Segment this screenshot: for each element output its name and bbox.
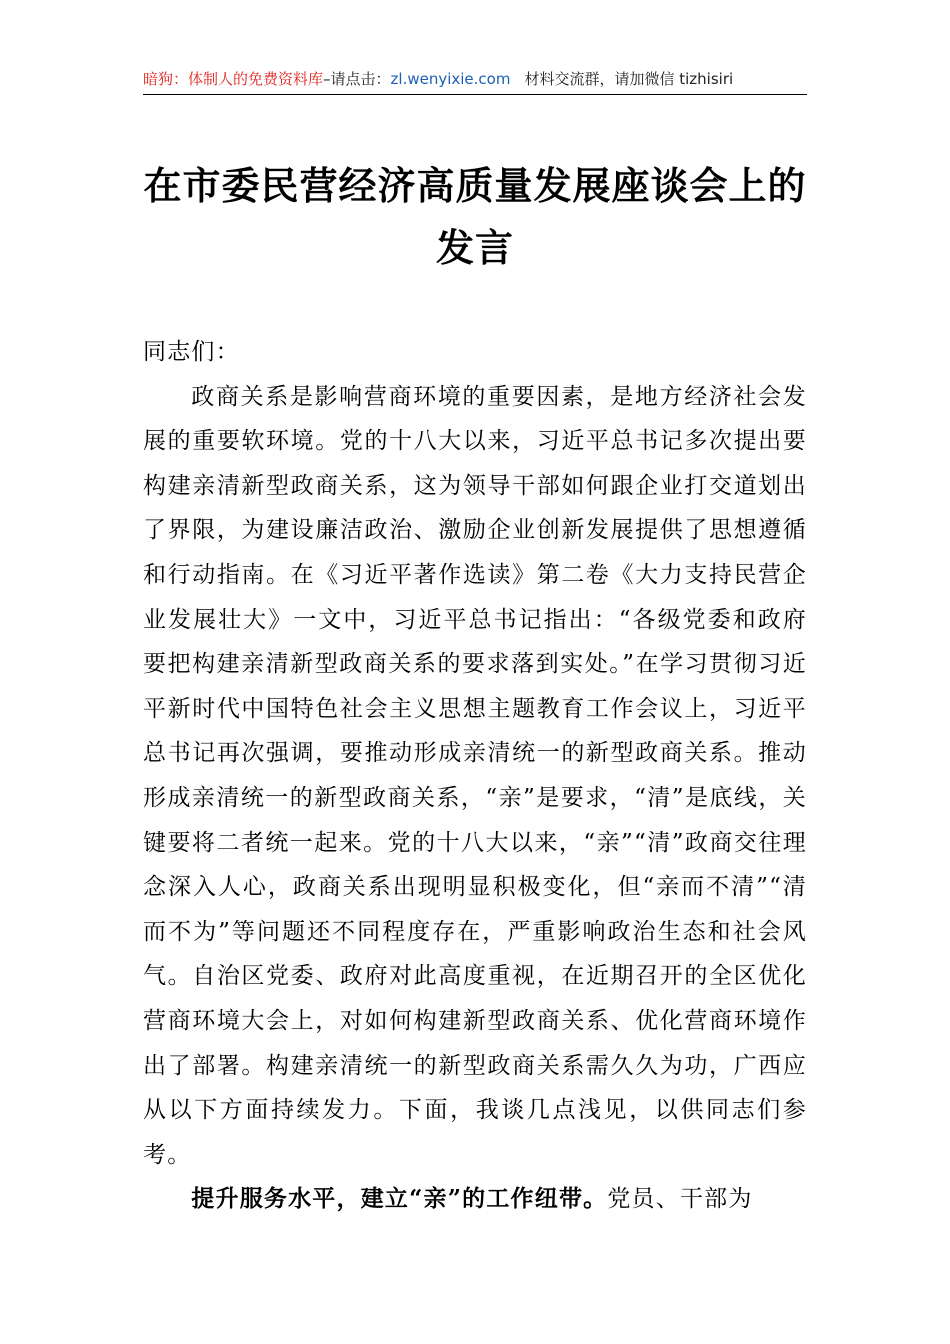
header-brand: 暗狗：体制人的免费资料库 [143, 70, 324, 88]
header-click-prompt: –请点击： [323, 70, 391, 88]
document-title: 在市委民营经济高质量发展座谈会上的发言 [143, 163, 807, 270]
page-header [143, 64, 807, 95]
header-contact: 材料交流群，请加微信 tizhisiri [524, 70, 734, 88]
document-body [143, 330, 807, 1222]
salutation: 同志们： [143, 339, 240, 365]
paragraph-section-1 [143, 1177, 807, 1222]
section-1-heading: 提升服务水平，建立“亲”的工作纽带。 [191, 1185, 608, 1213]
paragraph-intro: 政商关系是影响营商环境的重要因素，是地方经济社会发展的重要软环境。党的十八大以来，习近平总书记多次提出要构建亲清新型政商关系，这为领导干部如何跟企业打交道划出了界限，为建设廉洁政治、激励企业创新发展提供了思想遵循和行动指南。在《习近平著作选读》第二卷《大力支持民营企业发展壮大》一文中，习近平总书记指出：“各级党委和政府要把构建亲清新型政商关系的要求落到实处。”在学习贯彻习近平新时代中国特色社会主义思想主题教育工作会议上，习近平总书记再次强调，要推动形成亲清统一的新型政商关系。推动形成亲清统一的新型政商关系，“亲”是要求，“清”是底线，关键要将二者统一起来。党的十八大以来，“亲”“清”政商交往理念深入人心，政商关系出现明显积极变化，但“亲而不清”“清而不为”等问题还不同程度存在，严重影响政治生态和社会风气。自治区党委、政府对此高度重视，在近期召开的全区优化营商环境大会上，对如何构建新型政商关系、优化营商环境作出了部署。构建亲清统一的新型政商关系需久久为功，广西应从以下方面持续发力。下面，我谈几点浅见，以供同志们参考。 [143, 383, 807, 1168]
header-url-link[interactable]: zl.wenyixie.com [390, 70, 511, 88]
section-1-text: 党员、干部为 [607, 1186, 753, 1213]
